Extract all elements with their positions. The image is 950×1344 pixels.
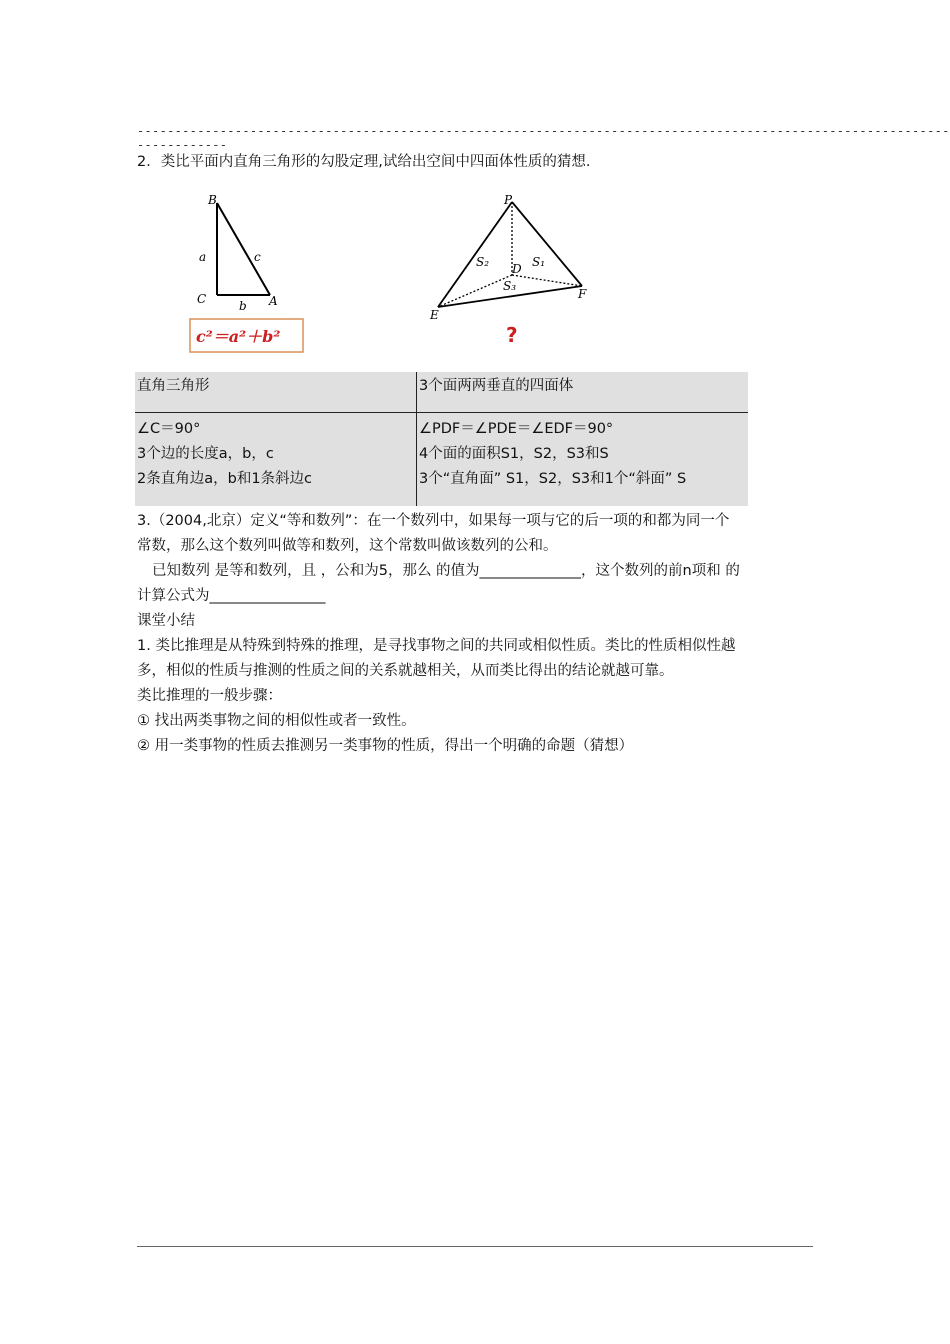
label-C: C	[197, 292, 207, 306]
q3-line-1: 3.（2004,北京）定义“等和数列”：在一个数列中，如果每一项与它的后一项的和都为同一个	[137, 513, 730, 529]
label-S3: S₃	[503, 279, 517, 293]
summary-steps-title: 类比推理的一般步骤：	[137, 688, 282, 704]
table-cell-left	[135, 413, 417, 507]
summary-step-2: ② 用一类事物的性质去推测另一类事物的性质，得出一个明确的命题（猜想）	[137, 738, 634, 754]
table-header-left: 直角三角形	[135, 372, 417, 413]
table-right-line: 3个“直角面” S1，S2，S3和1个“斜面” S	[419, 471, 687, 487]
separator-dashes: ------------------------------------------------------------------------------------------------------------------------	[137, 124, 950, 152]
q3-line-2: 常数，那么这个数列叫做等和数列，这个常数叫做该数列的公和。	[137, 538, 558, 554]
q3-line-3: 已知数列 是等和数列，且 ，公和为5，那么 的值为______________，这个数列的前n项和 的	[152, 563, 740, 579]
label-A: A	[269, 294, 278, 308]
tetrahedron-figure	[420, 188, 610, 353]
table-header-right: 3个面两两垂直的四面体	[417, 372, 749, 413]
formula-text: c²＝a²＋b²	[196, 327, 281, 346]
footer-rule	[137, 1246, 813, 1247]
right-triangle-figure	[180, 188, 320, 358]
label-F: F	[578, 287, 587, 301]
comparison-table	[135, 372, 748, 506]
label-c: c	[254, 250, 261, 264]
table-left-line: 2条直角边a，b和1条斜边c	[137, 471, 313, 487]
table-cell-right	[417, 413, 749, 507]
class-summary	[137, 609, 817, 759]
label-b: b	[239, 299, 247, 313]
table-right-line: 4个面的面积S1，S2，S3和S	[419, 446, 609, 462]
summary-p1-line-1: 1. 类比推理是从特殊到特殊的推理，是寻找事物之间的共同或相似性质。类比的性质相似性越	[137, 638, 736, 654]
label-P: P	[504, 193, 513, 207]
q3-line-4: 计算公式为________________	[137, 588, 326, 604]
table-left-line: 3个边的长度a，b，c	[137, 446, 274, 462]
table-left-line: ∠C＝90°	[137, 421, 201, 437]
question-3	[137, 509, 817, 609]
label-E: E	[430, 308, 439, 322]
summary-p1-line-2: 多，相似的性质与推测的性质之间的关系就越相关，从而类比得出的结论就越可靠。	[137, 663, 674, 679]
summary-step-1: ① 找出两类事物之间的相似性或者一致性。	[137, 713, 416, 729]
label-S2: S₂	[476, 255, 490, 269]
table-right-line: ∠PDF＝∠PDE＝∠EDF＝90°	[419, 421, 614, 437]
question-mark: ?	[506, 323, 518, 347]
label-a: a	[199, 250, 207, 264]
label-S1: S₁	[532, 255, 546, 269]
summary-title: 课堂小结	[137, 613, 195, 629]
label-B: B	[208, 193, 217, 207]
label-D: D	[512, 262, 522, 276]
question-2: 2．类比平面内直角三角形的勾股定理,试给出空间中四面体性质的猜想.	[137, 154, 591, 170]
